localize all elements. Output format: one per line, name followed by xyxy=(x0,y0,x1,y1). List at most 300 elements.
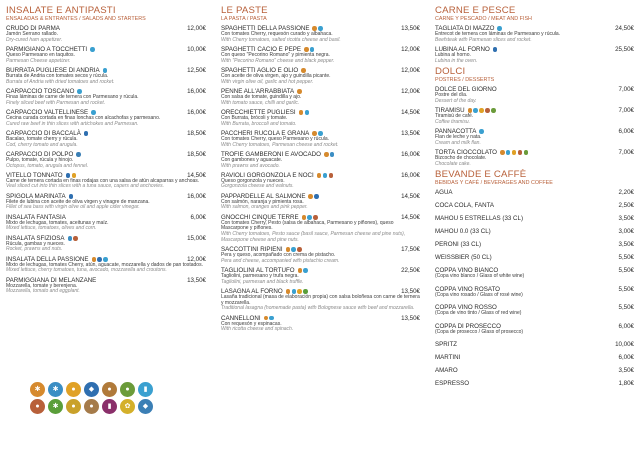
section-subtitle: LA PASTA / PASTA xyxy=(221,16,267,22)
menu-item-description: Con salsa de tomate, guindilla y ajo. xyxy=(221,93,302,100)
pasta-column xyxy=(221,6,420,336)
beverage-price: 3,50€ xyxy=(618,367,634,375)
menu-item-english: Dessert of the day. xyxy=(435,97,477,104)
menu-item-price: 17,50€ xyxy=(401,246,420,254)
allergen-dots xyxy=(90,47,95,52)
nuts-icon xyxy=(30,399,45,414)
allergen-glyph: ● xyxy=(107,386,112,393)
beverage-item xyxy=(435,254,634,261)
menu-item-english: Finely sliced beef with Parmesan and rocket. xyxy=(6,99,106,106)
menu-item-name: SPIGOLA MARINATA xyxy=(6,192,66,200)
menu-item-price: 24,50€ xyxy=(615,25,634,32)
beverage-row xyxy=(435,228,634,235)
allergen-glyph: ◆ xyxy=(142,403,149,410)
menu-item-english: Beefsteak with Parmesan slices and rocket. xyxy=(435,36,532,43)
beverage-name: ESPRESSO xyxy=(435,380,470,388)
menu-item-english: Parmesan Cheese appetizer. xyxy=(6,57,71,64)
menu-item-name: CARPACCIO DI POLPO xyxy=(6,150,74,158)
nuts-icon xyxy=(518,150,523,155)
menu-item xyxy=(221,172,420,190)
menu-item xyxy=(221,109,420,127)
menu-item-description: Mixto de lechugas, tomates, aceitunas y maíz. xyxy=(6,219,109,226)
menu-item xyxy=(221,88,420,106)
menu-item-price: 13,50€ xyxy=(401,129,420,137)
meat-fish-list xyxy=(435,25,634,64)
menu-item-english: Rocket, prawns and nuts. xyxy=(6,246,63,253)
menu-item-price: 7,00€ xyxy=(618,85,634,93)
allergen-dots xyxy=(317,173,333,178)
allergen-glyph: ● xyxy=(89,403,94,410)
menu-item-name: SPAGHETTI AGLIO E OLIO xyxy=(221,66,299,74)
allergen-glyph: ▮ xyxy=(107,403,112,410)
allergen-glyph: ● xyxy=(71,403,76,410)
section-subtitle: ENSALADAS & ENTRANTES / SALADS AND STARTERS xyxy=(6,16,146,22)
allergen-glyph: ● xyxy=(125,386,130,393)
menu-item-description: Queso Parmesano en taquitos. xyxy=(6,51,75,58)
mustard-icon xyxy=(66,399,81,414)
menu-item-name: TROFIE GAMBERONI E AVOCADO xyxy=(221,150,321,158)
beverage-price: 5,50€ xyxy=(618,253,634,261)
beverage-item xyxy=(435,241,634,248)
menu-item-english: With Burrata, broccoli and tomato. xyxy=(221,120,297,127)
beverage-name: MARTINI xyxy=(435,354,461,362)
crustaceans-icon xyxy=(48,382,63,397)
menu-item-english: Pera and cheese, accompanied with pistachio cream. xyxy=(221,257,340,264)
menu-item xyxy=(6,151,206,169)
menu-item-description: Cecina curada cortada en finas lonchas con alcachofas y parmesano. xyxy=(6,114,161,121)
menu-item-description: Lasaña tradicional (masa de elaboración propia) con salsa boloñesa con carne de ternera y mozzarella. xyxy=(221,294,420,306)
beverage-item xyxy=(435,228,634,235)
menu-item-english: With virgin olive oil, garlic and hot pepper. xyxy=(221,78,314,85)
beverage-price: 6,00€ xyxy=(618,354,634,362)
menu-item xyxy=(221,151,420,169)
allergen-glyph: ● xyxy=(71,386,76,393)
menu-item xyxy=(435,149,634,167)
menu-item-price: 13,50€ xyxy=(401,288,420,295)
menu-item-name: PARMIGIANO A TOCCHETTI xyxy=(6,45,88,53)
allergen-glyph: ▮ xyxy=(143,386,148,393)
beverage-item xyxy=(435,341,634,348)
gluten-icon xyxy=(302,215,307,220)
menu-item-english: Cream and milk flan. xyxy=(435,139,481,146)
beverage-name: AMARO xyxy=(435,367,458,375)
menu-item-price: 14,50€ xyxy=(401,213,420,221)
soy-icon xyxy=(120,382,135,397)
menu-item-name: INSALATA FANTASIA xyxy=(6,213,66,221)
menu-item-price: 12,00€ xyxy=(401,45,420,53)
menu-item-name: INSALATA DELLA PASSIONE xyxy=(6,255,89,263)
beverage-name: PERONI (33 CL) xyxy=(435,240,482,248)
menu-item-description: Con tomates Cherry, queso Parmesano y rúcula. xyxy=(221,135,330,142)
beverage-row xyxy=(435,354,634,361)
menu-item-description: Bizcocho de chocolate. xyxy=(435,154,487,161)
menu-item-english: Mozzarella, tomato and eggplant. xyxy=(6,288,80,295)
allergen-dots xyxy=(84,131,89,136)
menu-item-english: Chocolate cake. xyxy=(435,160,471,167)
beverage-name: COPPA VINO ROSATO xyxy=(435,285,500,293)
beverage-subtitle: (Copa vino rosado / Glass of rosé wine) xyxy=(435,291,523,298)
beverage-item xyxy=(435,286,634,299)
beverage-row xyxy=(435,202,634,209)
menu-item xyxy=(6,277,206,295)
allergen-dots xyxy=(68,236,78,241)
beverage-row xyxy=(435,189,634,196)
menu-item-english: Burrata of Andria with dried tomatoes and rocket. xyxy=(6,78,115,85)
allergen-dots xyxy=(264,316,274,321)
menu-item-description: Tagliolini, parmesano y trufa negra. xyxy=(221,273,299,280)
menu-item-name: CARPACCIO DI BACCALÀ xyxy=(6,129,81,137)
menu-item-price: 18,50€ xyxy=(187,129,206,137)
menu-item-name: DOLCE DEL GIORNO xyxy=(435,85,497,93)
menu-item-english: With tomato sauce, chilli and garlic. xyxy=(221,99,300,106)
gluten-icon xyxy=(30,382,45,397)
menu-item-english: Mixed lettuce, cherry tomatoes, tuna, avocado, mozzarella and croutons. xyxy=(6,267,167,274)
beverage-price: 2,20€ xyxy=(618,188,634,196)
menu-item xyxy=(221,130,420,148)
peanuts-icon xyxy=(102,382,117,397)
crustaceans-icon xyxy=(68,236,73,241)
menu-item-price: 7,00€ xyxy=(618,148,634,156)
menu-item-name: PACCHERI RUCOLA E GRANA xyxy=(221,129,310,137)
sesame-icon xyxy=(84,399,99,414)
menu-item-price: 6,00€ xyxy=(618,127,634,135)
menu-item-english: Cod, cherry tomato and arugula. xyxy=(6,141,78,148)
menu-item-english: Tagliolini, parmesan and black truffle. xyxy=(221,278,304,285)
menu-item-description: Flan de leche y nata. xyxy=(435,133,482,140)
menu-item-english: Dry-cured ham appetizer. xyxy=(6,36,63,43)
menu-item-description: Lubina al horno. xyxy=(435,51,471,58)
milk-icon xyxy=(305,110,310,115)
menu-item xyxy=(6,88,206,106)
gluten-icon xyxy=(324,152,329,157)
milk-icon xyxy=(473,108,478,113)
eggs-icon xyxy=(66,382,81,397)
menu-item-price: 16,00€ xyxy=(187,108,206,116)
menu-item-english: Mixed lettuce, tomatoes, olives and corn. xyxy=(6,225,97,232)
beverage-subtitle: (Copa de vino tinto / Glass of red wine) xyxy=(435,310,522,317)
menu-item xyxy=(221,246,420,264)
fish-icon xyxy=(66,173,71,178)
menu-item-price: 14,50€ xyxy=(187,171,206,179)
menu-item xyxy=(435,107,634,125)
allergen-dots xyxy=(92,257,108,262)
menu-item-name: LASAGNA AL FORNO xyxy=(221,288,283,295)
menu-item-description: Con tomates Cherry, requesón curado y albahaca. xyxy=(221,31,333,37)
crustaceans-icon xyxy=(330,152,335,157)
menu-item-name: VITELLO TONNATO xyxy=(6,171,63,179)
molluscs-icon xyxy=(76,152,81,157)
nuts-icon xyxy=(485,108,490,113)
fish-icon xyxy=(84,131,89,136)
allergen-glyph: ◆ xyxy=(88,386,95,393)
menu-item-price: 12,00€ xyxy=(187,25,206,32)
beverages-list xyxy=(435,189,634,387)
beverages-subtitle: BEBIDAS Y CAFÉ / BEVERAGES AND COFFEE xyxy=(435,179,553,186)
beverage-price: 5,50€ xyxy=(618,266,634,274)
menu-item-english: With Cherry tomatoes, Pesto sauce (basil sauce, Parmesan cheese and pine nuts), Mascarpone cheese and pine nuts. xyxy=(221,231,406,243)
menu-item-price: 22,50€ xyxy=(401,267,420,275)
menu-item-name: CANNELLONI xyxy=(221,314,261,322)
menu-item-price: 16,00€ xyxy=(401,150,420,158)
menu-item-name: SPAGHETTI DELLA PASSIONE xyxy=(221,25,310,32)
starters-column xyxy=(6,6,206,298)
menu-item xyxy=(6,67,206,85)
menu-item-price: 15,00€ xyxy=(187,234,206,242)
menu-item xyxy=(221,288,420,312)
beverage-item xyxy=(435,380,634,387)
fish-icon xyxy=(97,257,102,262)
menu-item-price: 6,00€ xyxy=(190,213,206,221)
gluten-icon xyxy=(500,150,505,155)
menu-item-name: TAGLIATA DI MAZZO xyxy=(435,25,495,32)
beverage-name: COCA COLA, FANTA xyxy=(435,201,495,209)
menu-item-description: Filete de lubina con aceite de oliva virgen y vinagre de manzana. xyxy=(6,198,150,205)
menu-item-price: 14,50€ xyxy=(401,108,420,116)
menu-item-price: 12,00€ xyxy=(401,87,420,95)
menu-item-description: Con Burrata, brócoli y tomate. xyxy=(221,114,288,121)
menu-item xyxy=(6,172,206,190)
menu-item-description: Carne de ternera cortada en finas rodajas con una salsa de atún alcaparras y anchoas. xyxy=(6,177,200,184)
menu-item-description: Con salmón, naranja y pimienta rosa. xyxy=(221,198,304,205)
menu-item-name: PANNACOTTA xyxy=(435,127,477,135)
menu-item-name: RAVIOLI GORGONZOLA E NOCI xyxy=(221,171,314,179)
milk-icon xyxy=(506,150,511,155)
beverage-name: MAHOU 5 ESTRELLAS (33 CL) xyxy=(435,214,524,222)
beverage-item xyxy=(435,304,634,317)
desserts-subtitle: POSTRES / DESSERTS xyxy=(435,76,495,83)
menu-item xyxy=(6,256,206,274)
section-subtitle: CARNE Y PESCADO / MEAT AND FISH xyxy=(435,16,532,22)
menu-item-name: GNOCCHI CINQUE TERRE xyxy=(221,213,299,221)
menu-item-english: With "Pecorino Romano" cheese and black pepper. xyxy=(221,57,335,64)
menu-item xyxy=(435,86,634,104)
menu-item-price: 7,00€ xyxy=(618,106,634,114)
beverage-item xyxy=(435,323,634,336)
nuts-icon xyxy=(73,236,78,241)
menu-item-english: With prawns and avocado. xyxy=(221,162,280,169)
menu-item-english: With salmon, oranges and pink pepper. xyxy=(221,204,308,211)
allergen-dots xyxy=(76,152,81,157)
nuts-icon xyxy=(329,173,334,178)
menu-item-price: 13,50€ xyxy=(401,25,420,32)
beverage-row xyxy=(435,341,634,348)
menu-item-english: Cured raw beef in thin slices with artichokes and Parmesan. xyxy=(6,120,139,127)
milk-icon xyxy=(138,382,153,397)
menu-item-description: Jamón Serrano rallado. xyxy=(6,31,58,37)
nuts-icon xyxy=(313,215,318,220)
menu-item-name: CARPACCIO TOSCANO xyxy=(6,87,75,95)
menu-item xyxy=(221,67,420,85)
section-title: CARNE E PESCE xyxy=(435,5,516,16)
beverage-row xyxy=(435,254,634,261)
beverage-row xyxy=(435,241,634,248)
menu-item-name: BURRATA PUGLIESE DI ANDRIA xyxy=(6,66,100,74)
menu-item-name: ORECCHIETTE PUGLIESI xyxy=(221,108,296,116)
menu-item xyxy=(221,46,420,64)
eggs-icon xyxy=(72,173,77,178)
menu-item-name: PENNE ALL'ARRABBIATA xyxy=(221,87,295,95)
menu-item-description: Con queso "Pecorino Romano" y pimienta negra. xyxy=(221,51,330,58)
menu-item-description: Pera y queso, acompañado con crema de pistacho. xyxy=(221,252,336,259)
menu-item-description: Queso gorgonzola y nueces. xyxy=(221,177,285,184)
menu-item-description: Tiramisú de café. xyxy=(435,112,474,119)
menu-item-name: INSALATA SFIZIOSA xyxy=(6,234,65,242)
menu-item xyxy=(6,130,206,148)
menu-item-price: 14,50€ xyxy=(401,192,420,200)
menu-item-english: Veal sliced cut into thin slices with a tuna sauce, capers and anchovies. xyxy=(6,183,164,190)
beverage-price: 3,50€ xyxy=(618,240,634,248)
milk-icon xyxy=(303,268,308,273)
milk-icon xyxy=(103,257,108,262)
menu-item-name: CARPACCIO VALTELLINESE xyxy=(6,108,89,116)
menu-item xyxy=(6,214,206,232)
menu-item xyxy=(6,46,206,64)
menu-item xyxy=(435,128,634,146)
beverage-row xyxy=(435,215,634,222)
menu-item-price: 12,50€ xyxy=(187,66,206,74)
fish-icon xyxy=(84,382,99,397)
menu-item-description: Finas láminas de carne de ternera con Parmesano y rúcula. xyxy=(6,93,139,100)
beverage-item xyxy=(435,267,634,280)
milk-icon xyxy=(323,173,328,178)
eggs-icon xyxy=(512,150,517,155)
beverage-price: 1,80€ xyxy=(618,380,634,388)
menu-item-name: PAPPARDELLE AL SALMONE xyxy=(221,192,306,200)
menu-item-english: Traditional lasagna (homemade pasta) with Bolognese sauce with beef and mozzarella. xyxy=(221,305,415,312)
menu-item xyxy=(221,267,420,285)
beverage-price: 3,00€ xyxy=(618,227,634,235)
sulphites-icon xyxy=(102,399,117,414)
allergen-glyph: ✱ xyxy=(34,386,41,393)
menu-item xyxy=(6,25,206,43)
beverage-subtitle: (Copa vino blanco / Glass of white wine) xyxy=(435,272,525,279)
gluten-icon xyxy=(317,173,322,178)
beverage-price: 2,50€ xyxy=(618,201,634,209)
menu-item-price: 16,00€ xyxy=(401,171,420,179)
menu-item xyxy=(221,315,420,333)
menu-item-description: Postre del día. xyxy=(435,91,468,98)
lupin-icon xyxy=(120,399,135,414)
menu-item-price: 18,50€ xyxy=(187,150,206,158)
menu-item xyxy=(435,46,634,64)
beverages-title: BEVANDE E CAFFÈ xyxy=(435,168,527,180)
allergen-glyph: ● xyxy=(35,403,40,410)
allergen-dots xyxy=(69,194,74,199)
beverage-name: COPPA VINO BIANCO xyxy=(435,266,499,274)
allergen-dots xyxy=(298,268,308,273)
menu-item-description: Con gambones y aguacate. xyxy=(221,156,283,163)
menu-item-price: 25,50€ xyxy=(615,45,634,53)
menu-item xyxy=(6,109,206,127)
menu-item-price: 13,50€ xyxy=(401,314,420,322)
menu-item-description: Con tomates Cherry, Pesto (salsa de albahaca, Parmesano y piñones), queso Mascarpone y piñones. xyxy=(221,219,394,232)
celery-icon xyxy=(48,399,63,414)
menu-item-name: TORTA CIOCCOLATO xyxy=(435,148,497,156)
menu-item-price: 10,00€ xyxy=(187,45,206,53)
gluten-icon xyxy=(264,316,269,321)
menu-item-description: Con requesón y espinacas. xyxy=(221,320,282,327)
beverage-name: MAHOU 0.0 (33 CL) xyxy=(435,227,491,235)
beverage-price: 10,00€ xyxy=(615,341,634,349)
allergen-dots xyxy=(493,47,498,52)
milk-icon xyxy=(307,215,312,220)
desserts-list xyxy=(435,86,634,167)
menu-item-name: SACCOTTINI RIPIENI xyxy=(221,246,283,254)
beverage-item xyxy=(435,215,634,222)
menu-item-english: Gorgonzola cheese and walnuts. xyxy=(221,183,294,190)
beverage-name: COPPA VINO ROSSO xyxy=(435,304,497,312)
menu-item-description: Rúcula, gambas y nueces. xyxy=(6,240,65,247)
molluscs-icon xyxy=(138,399,153,414)
menu-item xyxy=(221,214,420,243)
menu-item-description: Entrecot de ternera con láminas de Parmesano y rúcula. xyxy=(435,31,561,37)
eggs-icon xyxy=(479,108,484,113)
beverage-row xyxy=(435,380,634,387)
menu-item xyxy=(6,235,206,253)
milk-icon xyxy=(269,316,274,321)
gluten-icon xyxy=(92,257,97,262)
beverage-price: 3,50€ xyxy=(618,214,634,222)
menu-item-name: TIRAMISU xyxy=(435,106,465,114)
menu-item-name: TAGLIOLINI AL TORTUFO xyxy=(221,267,295,275)
allergen-glyph: ✿ xyxy=(124,403,131,410)
milk-icon xyxy=(90,47,95,52)
allergen-dots xyxy=(299,110,309,115)
menu-item-description: Mixto de lechugas, tomates Cherry, atún, aguacate, mozzarella y dados de pan tostados. xyxy=(6,261,203,268)
gluten-icon xyxy=(299,110,304,115)
menu-item xyxy=(6,193,206,211)
fish-icon xyxy=(69,194,74,199)
fish-icon xyxy=(314,194,319,199)
section-title: INSALATE E ANTIPASTI xyxy=(6,5,116,16)
menu-item xyxy=(221,25,420,43)
menu-item-price: 12,00€ xyxy=(187,255,206,263)
beverage-name: COPPA DI PROSECCO xyxy=(435,322,501,330)
menu-item-name: CRUDO DI PARMA xyxy=(6,25,60,32)
allergen-dots xyxy=(308,194,318,199)
menu-item-english: With ricotta cheese and spinach. xyxy=(221,326,294,333)
beverage-item xyxy=(435,367,634,374)
menu-item-english: With Cherry tomatoes, Parmesan cheese and rocket. xyxy=(221,141,339,148)
meat-fish-column xyxy=(435,6,634,393)
menu-item-english: Octopus, tomato, arugula and fennel. xyxy=(6,162,89,169)
beverage-name: AGUA xyxy=(435,188,453,196)
menu-item-price: 12,00€ xyxy=(401,66,420,74)
beverage-name: WEISSBIER (50 CL) xyxy=(435,253,492,261)
soy-icon xyxy=(524,150,529,155)
menu-item-english: With Cherry tomatoes, salted ricotta cheese and basil. xyxy=(221,36,341,43)
allergen-dots xyxy=(66,173,76,178)
menu-item-description: Pulpo, tomate, rúcula y hinojo. xyxy=(6,156,74,163)
beverage-item xyxy=(435,202,634,209)
desserts-title: DOLCI xyxy=(435,65,466,77)
beverage-row xyxy=(435,367,634,374)
menu-item-name: SPAGHETTI CACIO E PEPE xyxy=(221,45,301,53)
menu-item-english: Coffee tiramisu. xyxy=(435,118,471,125)
section-title: LE PASTE xyxy=(221,5,268,16)
allergen-dots xyxy=(324,152,334,157)
starters-list xyxy=(6,25,206,295)
menu-item xyxy=(221,193,420,211)
menu-item xyxy=(435,25,634,43)
allergen-glyph: ✱ xyxy=(52,386,59,393)
beverage-item xyxy=(435,189,634,196)
menu-item-english: Fillet of sea bass with virgin olive oil and apple cider vinegar. xyxy=(6,204,140,211)
menu-item-price: 16,00€ xyxy=(187,192,206,200)
beverage-price: 5,50€ xyxy=(618,285,634,293)
beverage-subtitle: (Copa de prosecco / Glass of prosecco) xyxy=(435,328,524,335)
beverage-name: SPRITZ xyxy=(435,341,458,349)
